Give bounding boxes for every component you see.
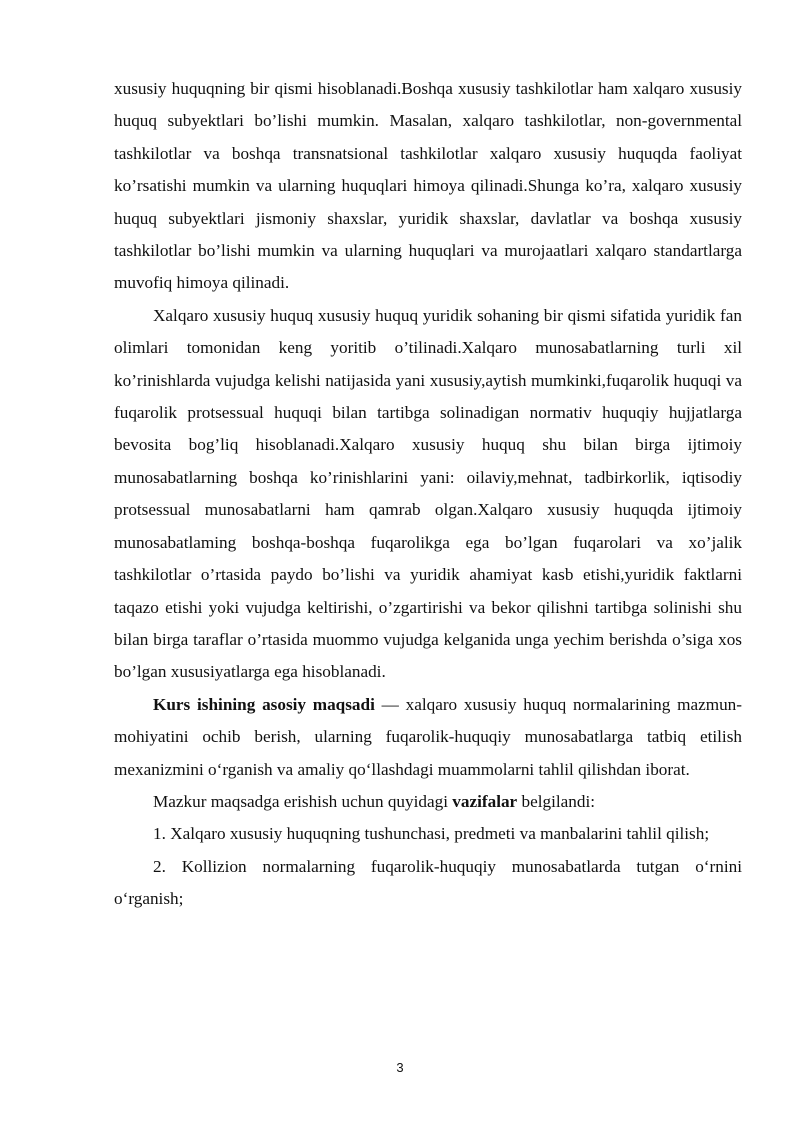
task-item-1: 1. Xalqaro xususiy huquqning tushunchasi, predmeti va manbalarini tahlil qilish; — [153, 824, 710, 844]
paragraph-tasks-intro — [114, 786, 742, 818]
paragraph-1: xususiy huquqning bir qismi hisoblanadi.Boshqa xususiy tashkilotlar ham xalqaro xususiy huquq subyektlari bo’lishi mumkin. Masalan, xalqaro tashkilotlar, non-governmental tashkilotlar va boshqa transnatsional tashkilotlar xalqaro xususiy huquqda faoliyat ko’rsatishi mumkin va ularning huquqlari himoya qilinadi.Shunga ko’ra, xalqaro xususiy huquq subyektlari jismoniy shaxslar, yuridik shaxslar, davlatlar va boshqa xususiy tashkilotlar bo’lishi mumkin va ularning huquqlari va murojaatlari xalqaro standartlarga muvofiq himoya qilinadi. — [114, 79, 742, 293]
body-text — [114, 73, 742, 916]
paragraph-goal — [114, 689, 742, 786]
task-item-2: 2. Kollizion normalarning fuqarolik-huquqiy munosabatlarda tutgan o‘rnini o‘rganish; — [114, 856, 742, 909]
tasks-intro-end: belgilandi: — [517, 791, 596, 811]
tasks-keyword: vazifalar — [452, 791, 518, 811]
goal-text: — xalqaro xususiy huquq normalarining mazmun-mohiyatini ochib berish, ularning fuqarolik-huquqiy munosabatlarga tatbiq etilish mexanizmini o‘rganish va amaliy qo‘llashdagi muammolarni tahlil qilishdan iborat. — [114, 694, 742, 779]
page-number: 3 — [396, 1060, 404, 1075]
goal-heading: Kurs ishining asosiy maqsadi — [153, 694, 375, 714]
tasks-intro-text: Mazkur maqsadga erishish uchun quyidagi — [153, 791, 453, 811]
paragraph-2: Xalqaro xususiy huquq xususiy huquq yuridik sohaning bir qismi sifatida yuridik fan olimlari tomonidan keng yoritib o’tilinadi.Xalqaro munosabatlarning turli xil ko’rinishlarda vujudga kelishi natijasida yani xususiy,aytish mumkinki,fuqarolik huquqi va fuqarolik protsessual huquqi bilan tartibga solinadigan normativ huquqiy hujjatlarga bevosita bog’liq hisoblanadi.Xalqaro xususiy huquq shu bilan birga ijtimoiy munosabatlarning boshqa ko’rinishlarini yani: oilaviy,mehnat, tadbirkorlik, iqtisodiy protsessual munosabatlarni ham qamrab olgan.Xalqaro xususiy huquqda ijtimoiy munosabatlaming boshqa-boshqa fuqarolikga ega bo’lgan fuqarolari va xo’jalik tashkilotlar o’rtasida paydo bo’lishi va yuridik ahamiyat kasb etishi,yuridik faktlarni taqazo etishi yoki vujudga keltirishi, o’zgartirishi va bekor qilishni tartibga solinishi shu bilan birga taraflar o’rtasida muommo vujudga kelganida unga yechim berishda o’siga xos bo’lgan xususiyatlarga ega hisoblanadi. — [114, 305, 742, 682]
